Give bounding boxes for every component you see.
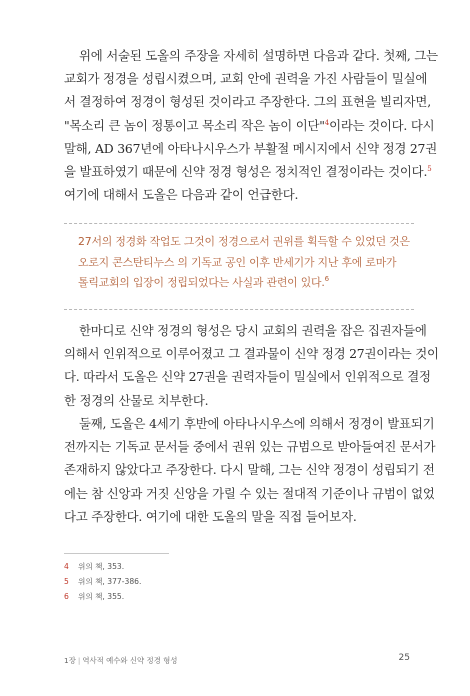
quote-line: 오로지 콘스탄티누스 의 기독교 공인 이후 반세기가 지난 후에 로마가 bbox=[78, 255, 397, 269]
quote-line: 27서의 정경화 작업도 그것이 정경으로서 권위를 획득할 수 있었던 것은 bbox=[78, 235, 410, 248]
text-line: 한 정경의 산물로 치부한다. bbox=[64, 392, 209, 408]
quote-top-divider bbox=[64, 223, 414, 224]
chapter-label: 1장 bbox=[64, 656, 76, 665]
quote-line bbox=[78, 273, 408, 294]
separator: | bbox=[77, 656, 81, 665]
footnote-number: 4 bbox=[64, 562, 69, 571]
text-line: 전까지는 기독교 문서들 중에서 권위 있는 규범으로 받아들여진 문서가 bbox=[64, 439, 436, 455]
text-fragment: 이라는 것이다. 다시 bbox=[329, 117, 435, 133]
footnote-ref: 4 bbox=[324, 118, 330, 127]
text-line: 말해, AD 367년에 아타나시우스가 부활절 메시지에서 신약 정경 27권 bbox=[64, 140, 438, 156]
footnote-ref: 5 bbox=[427, 165, 432, 174]
text-line: 한마디로 신약 정경의 형성은 당시 교회의 권력을 잡은 집권자들에 bbox=[79, 323, 427, 338]
footnote-text: 위의 책, 377-386. bbox=[78, 577, 142, 586]
footnote-item bbox=[64, 589, 141, 604]
quote-bottom-divider bbox=[64, 309, 414, 310]
block-quote bbox=[78, 232, 408, 294]
chapter-title: 역사적 예수와 신약 정경 형성 bbox=[82, 656, 178, 665]
text-line: 의해서 인위적으로 이루어졌고 그 결과물이 신약 정경 27권이라는 것이 bbox=[64, 346, 439, 362]
footnote-item bbox=[64, 559, 141, 574]
text-line: 에는 참 신앙과 거짓 신앙을 가릴 수 있는 절대적 기준이나 규범이 없었 bbox=[64, 485, 435, 501]
body-paragraph-1 bbox=[64, 44, 438, 206]
footnote-divider bbox=[64, 553, 169, 554]
text-line: 다. 따라서 도올은 신약 27권을 권력자들이 밀실에서 인위적으로 결정 bbox=[64, 369, 431, 385]
footnote-item bbox=[64, 574, 141, 589]
quoted-saying: "목소리 큰 놈이 정통이고 목소리 작은 놈이 이단" bbox=[64, 117, 325, 133]
footnote-number: 6 bbox=[64, 592, 69, 601]
footnote-text: 위의 책, 355. bbox=[78, 592, 125, 601]
footnote-text: 위의 책, 353. bbox=[78, 562, 125, 571]
text-line bbox=[64, 114, 435, 137]
body-paragraph-3 bbox=[64, 412, 436, 528]
text-line: 여기에 대해서 도올은 다음과 같이 언급한다. bbox=[64, 187, 299, 203]
footnote-number: 5 bbox=[64, 577, 69, 586]
page-number: 25 bbox=[398, 653, 410, 663]
footnote-ref: 6 bbox=[324, 275, 329, 283]
text-line: 둘째, 도올은 4세기 후반에 아타나시우스에 의해서 정경이 발표되기 bbox=[79, 416, 435, 431]
footnotes bbox=[64, 559, 141, 604]
text-line: 교회가 정경을 성립시켰으며, 교회 안에 권력을 가진 사람들이 밀실에 bbox=[64, 71, 428, 87]
text-line: 다고 주장한다. 여기에 대한 도올의 말을 직접 들어보자. bbox=[64, 508, 357, 524]
text-fragment: 을 발표하였기 때문에 신약 정경 형성은 정치적인 결정이라는 것이다. bbox=[64, 164, 428, 180]
text-line: 서 결정하여 정경이 형성된 것이라고 주장한다. 그의 표현을 빌리자면, bbox=[64, 94, 431, 110]
text-line bbox=[64, 160, 432, 183]
text-line: 존재하지 않았다고 주장한다. 다시 말해, 그는 신약 정경이 성립되기 전 bbox=[64, 462, 435, 478]
running-head bbox=[64, 655, 177, 666]
text-line: 위에 서술된 도올의 주장을 자세히 설명하면 다음과 같다. 첫째, 그는 bbox=[79, 48, 438, 63]
text-fragment: 톨릭교회의 입장이 정립되었다는 사실과 관련이 있다. bbox=[78, 276, 325, 289]
body-paragraph-2 bbox=[64, 319, 439, 412]
